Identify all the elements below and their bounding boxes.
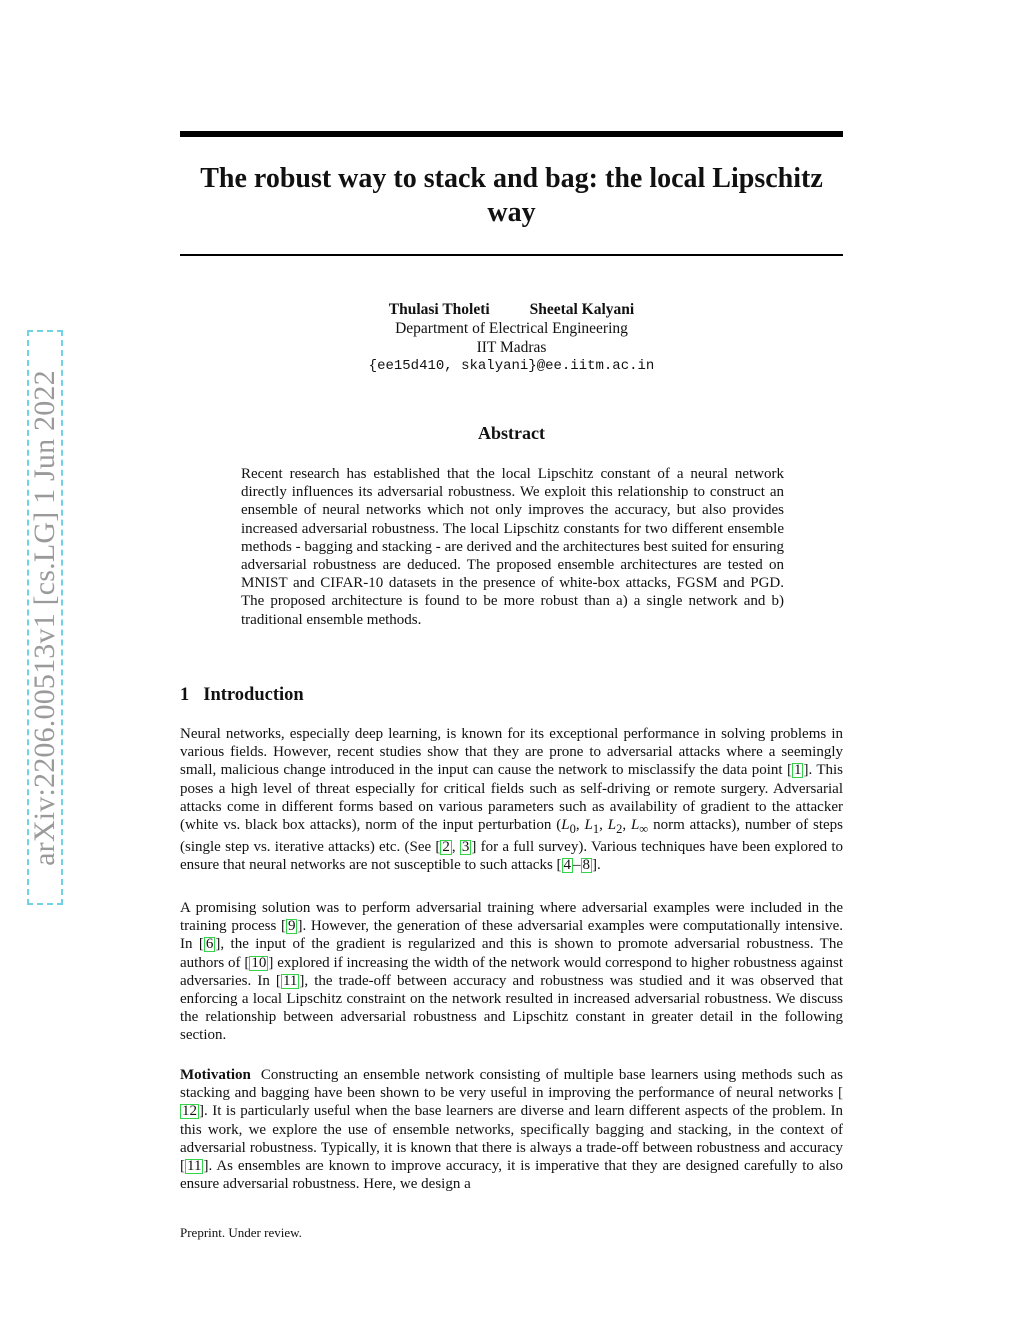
paragraph-text: , (599, 817, 608, 834)
author-names (180, 300, 843, 319)
math-symbol: L (607, 817, 617, 834)
intro-paragraph-2 (180, 899, 843, 1045)
citation-link[interactable]: 12 (182, 1103, 197, 1120)
math-subscript: ∞ (639, 822, 649, 837)
section-title: Introduction (203, 685, 304, 705)
author-department: Department of Electrical Engineering (395, 320, 628, 337)
author-emails: {ee15d410, skalyani}@ee.iitm.ac.in (368, 358, 655, 374)
paragraph-text: ] for a full survey). Various techniques have been explored to ensure that neural networks are not susceptible to such attacks [ (180, 839, 844, 874)
paragraph-text: ]. As ensembles are known to improve accuracy, it is imperative that they are designed carefully to also ensure adversarial robustness. Here, we design a (180, 1158, 843, 1193)
paragraph-text: , (451, 839, 460, 856)
abstract-text: Recent research has established that the local Lipschitz constant of a neural network directly influences its adversarial robustness. We exploit this relationship to construct an ensemble of neural networks which not only improves the accuracy, but also provides increased adversarial robustness. The local Lipschitz constants for two different ensemble methods - bagging and stacking - are derived and the architectures best suited for ensuring adversarial robustness are deduced. The proposed ensemble architectures are tested on MNIST and CIFAR-10 datasets in the presence of white-box attacks, FGSM and PGD. The proposed architecture is found to be more robust than a) a single network and b) traditional ensemble methods. (241, 466, 784, 628)
paragraph-text: norm attacks), number of steps (single step vs. iterative attacks) etc. (See [ (180, 817, 844, 856)
paragraph-text: ] explored if increasing the width of the network would correspond to higher robustness against adversaries. In [ (180, 954, 843, 989)
math-subscript: 2 (616, 822, 623, 837)
motivation-paragraph (180, 1066, 843, 1193)
paragraph-text: ]. It is particularly useful when the base learners are diverse and learn different aspects of the problem. In this work, we explore the use of ensemble networks, specifically bagging and stacking, in the context of adversarial robustness. Typically, it is known that there is always a trade-off between robustness and accuracy [ (180, 1103, 843, 1175)
title-rule-top (180, 131, 843, 137)
citation-link[interactable]: 9 (287, 918, 296, 935)
paragraph-text: ]. This poses a high level of threat especially for critical fields such as self-driving or remote surgery. Adversarial attacks come in different forms based on various parameters such as availability of gradient to the attacker (white vs. black box attacks), norm of the input perturbation ( (180, 762, 843, 834)
arxiv-stamp[interactable] (27, 330, 63, 905)
citation-link[interactable]: 1 (793, 762, 802, 779)
section-heading (180, 685, 304, 706)
author-institution: IIT Madras (476, 339, 547, 356)
citation-link[interactable]: 8 (582, 857, 591, 874)
author-name: Sheetal Kalyani (529, 301, 635, 318)
citation-link[interactable]: 10 (251, 954, 267, 971)
paragraph-text: Constructing an ensemble network consisting of multiple base learners using methods such as stacking and bagging have been shown to be very useful in improving the performance of neural networks [ (180, 1067, 843, 1102)
citation-link[interactable]: 11 (282, 972, 298, 989)
section-number: 1 (180, 685, 190, 705)
paragraph-text: , (575, 817, 585, 834)
paragraph-text: ]. However, the generation of these adversarial examples were computationally intensive. In [ (180, 918, 843, 953)
paragraph-text: Neural networks, especially deep learning, is known for its exceptional performance in solving problems in various fields. However, recent studies show that they are prone to adversarial attacks where a seemingly small, malicious change introduced in the input can cause the network to misclassify the data point [ (180, 726, 843, 779)
math-subscript: 1 (592, 822, 600, 837)
citation-link[interactable]: 4 (563, 857, 572, 874)
intro-paragraph-1 (180, 725, 843, 875)
math-subscript: 0 (569, 822, 576, 837)
citation-link[interactable]: 6 (205, 936, 214, 953)
arxiv-identifier: arXiv:2206.00513v1 [cs.LG] 1 Jun 2022 (28, 369, 61, 866)
abstract-heading: Abstract (478, 423, 545, 443)
paragraph-text: – (573, 857, 581, 874)
author-name: Thulasi Tholeti (388, 301, 490, 318)
author-block (180, 300, 843, 376)
paragraph-text: ], the input of the gradient is regularized and this is shown to promote adversarial robustness. The authors of [ (180, 936, 843, 971)
paper-title: The robust way to stack and bag: the local Lipschitz way (200, 163, 823, 228)
citation-link[interactable]: 3 (461, 839, 470, 856)
paragraph-text: , (622, 817, 631, 834)
math-symbol: L (584, 817, 593, 834)
preprint-footer: Preprint. Under review. (180, 1225, 302, 1240)
math-symbol: L (630, 817, 640, 834)
citation-link[interactable]: 11 (187, 1158, 202, 1175)
paragraph-text: ]. (592, 857, 601, 874)
title-rule-bottom (180, 254, 843, 256)
motivation-heading: Motivation (180, 1067, 251, 1083)
paragraph-text: A promising solution was to perform adversarial training where adversarial examples were included in the training process [ (180, 900, 843, 935)
math-symbol: L (561, 817, 570, 834)
citation-link[interactable]: 2 (442, 839, 450, 856)
paragraph-text: ], the trade-off between accuracy and robustness was studied and it was observed that enforcing a local Lipschitz constraint on the network resulted in increased adversarial robustness. We discuss the relationship between adversarial robustness and Lipschitz constant in greater detail in the following section. (180, 972, 843, 1044)
